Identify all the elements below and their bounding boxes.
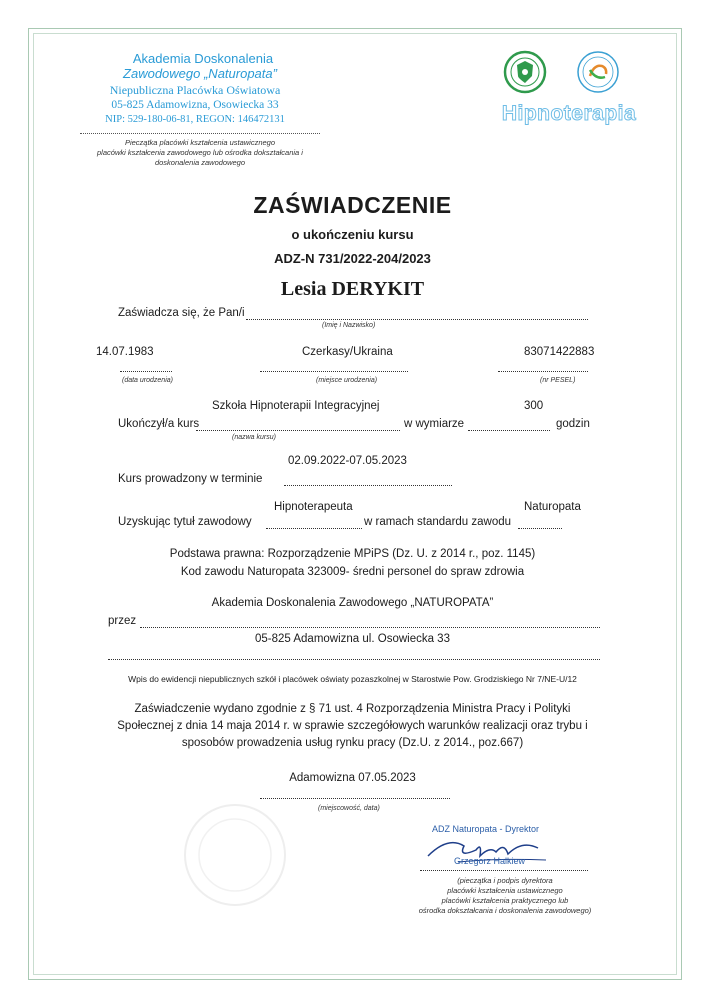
registry-entry: Wpis do ewidencji niepublicznych szkół i placówek oświaty pozaszkolnej w Starostwie Pow. Grodziskiego Nr 7/NE-U/12 — [128, 674, 577, 684]
issuer-name: Akademia Doskonalenia Zawodowego „NATUROPATA” — [211, 597, 494, 609]
document-title: ZAŚWIADCZENIE — [253, 192, 452, 218]
birth-date-hint: (data urodzenia) — [122, 377, 173, 384]
issuer-address: 05-825 Adamowizna ul. Osowiecka 33 — [255, 633, 450, 645]
stamp-line-5: NIP: 529-180-06-81, REGON: 146472131 — [105, 114, 285, 125]
course-dotted-line — [196, 430, 400, 431]
birth-place: Czerkasy/Ukraina — [302, 346, 393, 358]
place-date-hint: (miejscowość, data) — [318, 805, 380, 812]
document-subtitle: o ukończeniu kursu — [291, 227, 414, 242]
term-dotted-line — [284, 485, 452, 486]
intro-label: Zaświadcza się, że Pan/i — [118, 307, 245, 319]
scope-label: w wymiarze — [404, 418, 465, 430]
stamp-line-4: 05-825 Adamowizna, Osowiecka 33 — [111, 99, 279, 111]
occupation-code: Kod zawodu Naturopata 323009- średni personel do spraw zdrowia — [180, 566, 525, 578]
stamp-caption-line: Pieczątka placówki kształcenia ustawicznego — [124, 138, 276, 147]
regulation-line-2: Społecznej z dnia 14 maja 2014 r. w sprawie szczegółowych warunków realizacji oraz trybu i — [117, 720, 588, 732]
signature-caption-line: placówki kształcenia praktycznego lub — [441, 896, 569, 905]
birth-place-hint: (miejsce urodzenia) — [316, 377, 378, 384]
director-stamp-name: Grzegorz Halkiew — [454, 856, 526, 866]
course-name-hint: (nazwa kursu) — [232, 434, 276, 441]
hours-dotted-line — [468, 430, 550, 431]
professional-standard: Naturopata — [524, 501, 581, 513]
place-date-dotted-line — [260, 798, 450, 799]
birth-date: 14.07.1983 — [96, 346, 154, 358]
signature-caption-line: placówki kształcenia ustawicznego — [447, 886, 563, 895]
regulation-line-1: Zaświadczenie wydano zgodnie z § 71 ust. 4 Rozporządzenia Ministra Pracy i Polityki — [134, 703, 571, 715]
standard-label: w ramach standardu zawodu — [364, 516, 512, 528]
regulation-line-3: sposobów prowadzenia usług rynku pracy (Dz.U. z 2014., poz.667) — [181, 737, 524, 749]
title-label: Uzyskując tytuł zawodowy — [118, 516, 252, 528]
pesel-hint: (nr PESEL) — [540, 377, 576, 384]
birth-date-dotted-line — [120, 371, 172, 372]
name-hint: (Imię i Nazwisko) — [322, 322, 376, 329]
signature-caption-line: ośrodka dokształcania i doskonalenia zawodowego) — [418, 906, 592, 915]
director-stamp-title: ADZ Naturopata - Dyrektor — [432, 824, 540, 834]
course-name: Szkoła Hipnoterapii Integracyjnej — [212, 400, 380, 412]
hours-label: godzin — [556, 418, 590, 430]
certificate-number: ADZ-N 731/2022-204/2023 — [274, 251, 431, 266]
stamp-underline — [80, 133, 320, 134]
hipnoterapia-shield-logo-icon — [503, 50, 547, 94]
course-hours: 300 — [524, 400, 544, 412]
stamp-line-3: Niepubliczna Placówka Oświatowa — [109, 83, 281, 97]
hipnoterapia-brand: Hipnoterapia — [501, 102, 637, 125]
place-date: Adamowizna 07.05.2023 — [289, 772, 416, 784]
stamp-line-1: Akademia Doskonalenia — [132, 51, 274, 66]
address-dotted-line — [108, 659, 600, 660]
embossed-seal-icon — [180, 800, 290, 910]
stamp-caption — [70, 138, 330, 168]
title-dotted-line — [266, 528, 362, 529]
issuer-label: przez — [108, 615, 137, 627]
pesel: 83071422883 — [524, 346, 595, 358]
name-dotted-line — [246, 319, 588, 320]
professional-title: Hipnoterapeuta — [274, 501, 353, 513]
pesel-dotted-line — [498, 371, 588, 372]
legal-basis: Podstawa prawna: Rozporządzenie MPiPS (Dz. U. z 2014 r., poz. 1145) — [169, 548, 536, 560]
signature-dotted-line — [420, 870, 588, 871]
stamp-line-2: Zawodowego „Naturopata” — [123, 66, 277, 81]
naturopata-globe-logo-icon — [576, 50, 620, 94]
issuer-dotted-line — [140, 627, 600, 628]
signature-caption-line: (pieczątka i podpis dyrektora — [457, 876, 553, 885]
birth-place-dotted-line — [260, 371, 408, 372]
course-label: Ukończył/a kurs — [118, 418, 200, 430]
person-name: Lesia DERYKIT — [280, 278, 425, 300]
course-term: 02.09.2022-07.05.2023 — [288, 455, 407, 467]
signature-caption — [395, 876, 615, 916]
term-label: Kurs prowadzony w terminie — [118, 473, 263, 485]
stamp-caption-line: placówki kształcenia zawodowego lub ośrodka dokształcania i — [97, 148, 303, 157]
stamp-caption-line: doskonalenia zawodowego — [154, 158, 246, 167]
standard-dotted-line — [518, 528, 562, 529]
